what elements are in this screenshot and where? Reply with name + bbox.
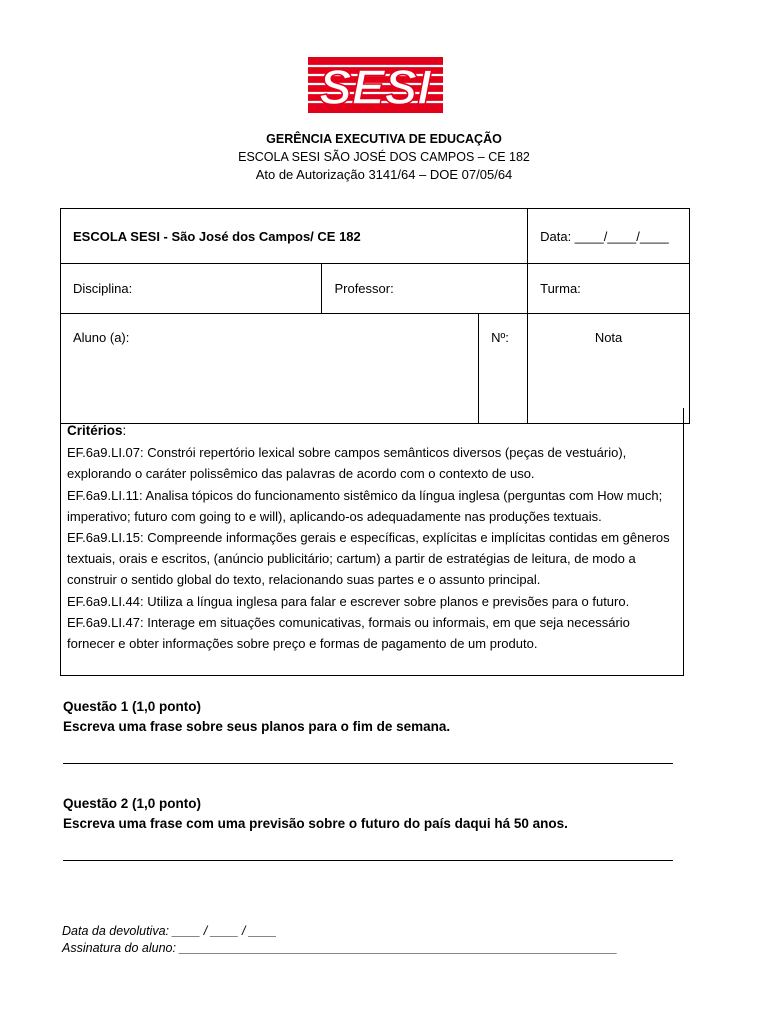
sesi-logo	[308, 57, 443, 113]
answer-line-2[interactable]	[63, 860, 673, 861]
header-authorization: Ato de Autorização 3141/64 – DOE 07/05/64	[255, 167, 513, 182]
criteria-title: Critérios:	[67, 423, 127, 438]
discipline-field[interactable]: Disciplina:	[61, 264, 322, 314]
question-2-prompt: Escreva uma frase com uma previsão sobre o futuro do país daqui há 50 anos.	[63, 816, 568, 831]
criteria-item: EF.6a9.LI.11: Analisa tópicos do funcionamento sistêmico da língua inglesa (perguntas com How much; imperativo; futuro com going to e will), aplicando-os adequadamente nas produções textuais.	[67, 487, 663, 524]
answer-line-1[interactable]	[63, 763, 673, 764]
student-info-table	[60, 208, 690, 424]
criteria-item: EF.6a9.LI.15: Compreende informações gerais e específicas, explícitas e implícitas contidas em gêneros textuais, orais e escritos, (anúncio publicitário; cartum) a partir de estratégias de leitura, de modo a construir o sentido global do texto, relacionando suas partes e o assunto principal.	[67, 530, 670, 588]
question-1-prompt: Escreva uma frase sobre seus planos para o fim de semana.	[63, 719, 451, 734]
criteria-item: EF.6a9.LI.44: Utiliza a língua inglesa para falar e escrever sobre planos e previsões para o futuro.	[67, 593, 630, 609]
return-date-field[interactable]: Data da devolutiva: ____ / ____ / ____	[62, 924, 277, 938]
school-name-cell: ESCOLA SESI - São José dos Campos/ CE 182	[61, 209, 528, 264]
date-field[interactable]: Data: ____/____/____	[528, 209, 690, 264]
teacher-field[interactable]: Professor:	[322, 264, 528, 314]
student-field[interactable]: Aluno (a):	[61, 314, 479, 424]
criteria-item: EF.6a9.LI.47: Interage em situações comunicativas, formais ou informais, em que seja necessário fornecer e obter informações sobre preço e formas de pagamento de um produto.	[67, 614, 630, 652]
criteria-box	[60, 408, 684, 676]
question-1-title: Questão 1 (1,0 ponto)	[63, 699, 202, 714]
sesi-logo-image	[308, 57, 443, 113]
criteria-item: EF.6a9.LI.07: Constrói repertório lexical sobre campos semânticos diversos (peças de vestuário), explorando o caráter polissêmico das palavras de acordo com o contexto de uso.	[67, 445, 627, 482]
question-1	[63, 697, 450, 737]
signature-field[interactable]: Assinatura do aluno: _______________________________________________________________	[62, 941, 618, 955]
class-field[interactable]: Turma:	[528, 264, 690, 314]
header-school: ESCOLA SESI SÃO JOSÉ DOS CAMPOS – CE 182	[238, 150, 530, 164]
header-title: GERÊNCIA EXECUTIVA DE EDUCAÇÃO	[266, 132, 502, 146]
svg-text:SESI: SESI	[319, 61, 431, 113]
question-2	[63, 794, 568, 834]
grade-field[interactable]: Nota	[528, 314, 690, 424]
question-2-title: Questão 2 (1,0 ponto)	[63, 796, 202, 811]
number-field[interactable]: Nº:	[479, 314, 528, 424]
